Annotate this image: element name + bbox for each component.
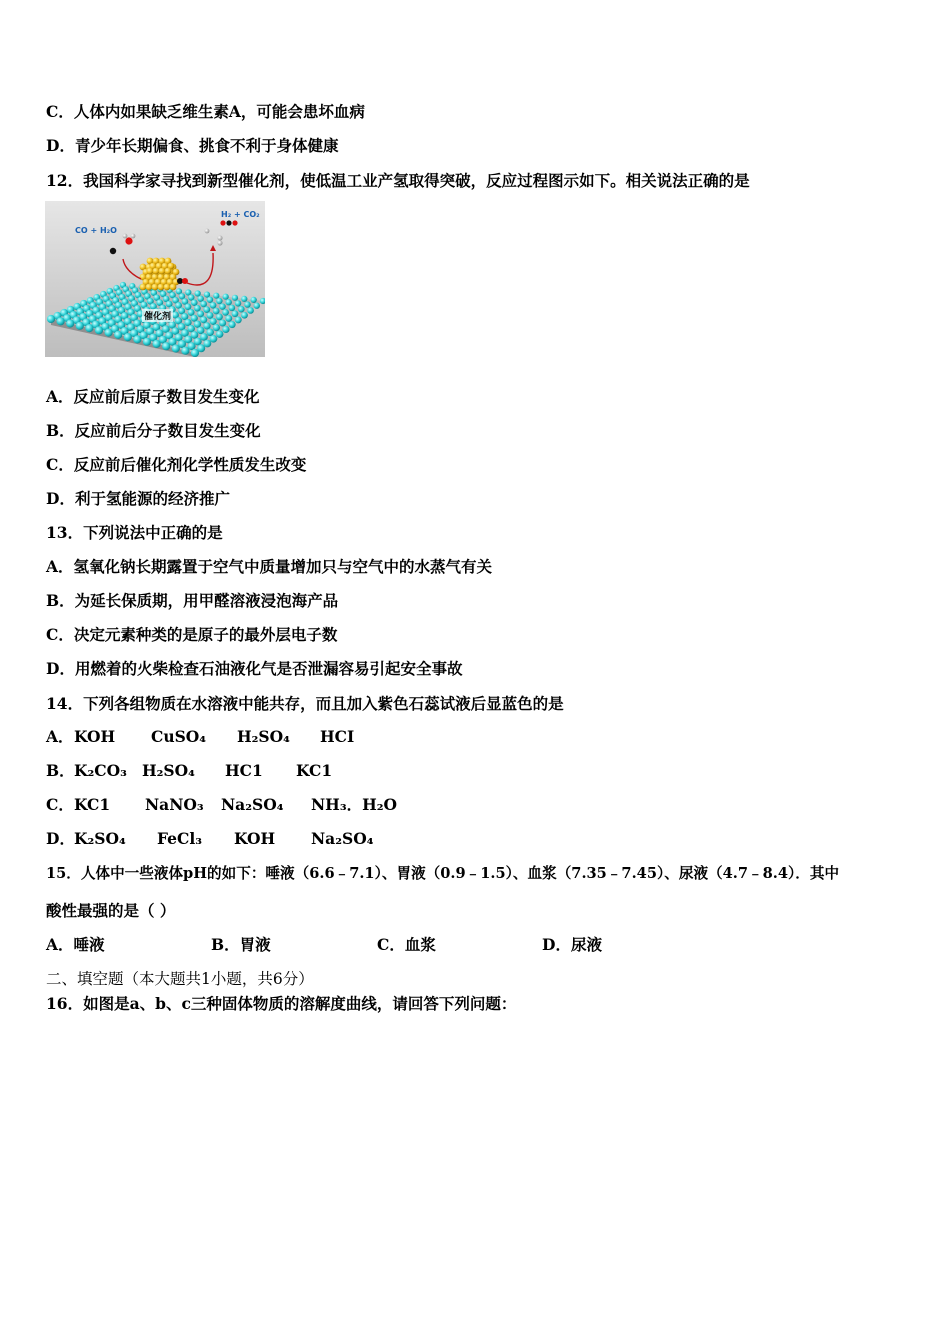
lattice-atom (203, 322, 210, 329)
catalyst-surface-illustration (45, 201, 265, 357)
q12-option-a: A．反应前后原子数目发生变化 (46, 387, 260, 406)
product-label: H₂ + CO₂ (221, 210, 260, 219)
lattice-atom (197, 327, 204, 334)
lattice-atom (200, 316, 207, 323)
lattice-atom (254, 303, 260, 309)
q12-stem: 12．我国科学家寻找到新型催化剂，使低温工业产氢取得突破，反应过程图示如下。相关说法正确的是 (46, 171, 750, 190)
q15-option-a: A．唾液 (46, 935, 105, 954)
q13-stem: 13．下列说法中正确的是 (46, 523, 223, 542)
q15-option-b: B．胃液 (211, 935, 271, 954)
substance: Na₂SO₄ (221, 795, 284, 814)
lattice-atom (238, 306, 245, 313)
substance: K₂SO₄ (74, 829, 126, 848)
lattice-atom (223, 294, 229, 300)
lattice-atom (203, 340, 211, 348)
substance: FeCl₃ (157, 829, 203, 848)
q15-option-c: C．血浆 (377, 935, 436, 954)
catalyst-cluster-atom (159, 268, 166, 275)
catalyst-cluster-atom (147, 268, 154, 275)
lattice-atom (191, 331, 199, 339)
option-letter: D． (46, 829, 75, 848)
substance: NaNO₃ (145, 795, 204, 814)
lattice-atom (229, 305, 236, 312)
lattice-atom (241, 312, 248, 319)
catalyst-reaction-figure (45, 201, 265, 357)
lattice-atom (210, 335, 218, 343)
lattice-atom (124, 333, 132, 341)
catalyst-cluster-atom (152, 284, 159, 291)
lattice-atom (244, 301, 250, 307)
substance: H₂SO₄ (142, 761, 195, 780)
q15-options (46, 935, 666, 955)
lattice-atom (206, 329, 213, 336)
lattice-atom (210, 302, 217, 309)
lattice-atom (105, 329, 113, 337)
lattice-atom (232, 310, 239, 317)
option-letter: B． (46, 761, 75, 780)
catalyst-cluster-atom (153, 268, 160, 275)
q16-stem: 16．如图是a、b、c三种固体物质的溶解度曲线，请回答下列问题： (46, 994, 517, 1013)
lattice-atom (76, 322, 84, 330)
lattice-atom (216, 298, 222, 304)
section-title: 二、填空题（本大题共1小题，共6分） (46, 970, 314, 988)
lattice-atom (241, 296, 247, 302)
substance: KC1 (296, 761, 333, 780)
lattice-atom (213, 293, 219, 299)
lattice-atom (222, 309, 229, 316)
lattice-atom (207, 312, 214, 319)
lattice-atom (222, 326, 229, 333)
lattice-atom (235, 316, 242, 323)
lattice-atom (229, 321, 236, 328)
q14-stem: 14．下列各组物质在水溶液中能共存，而且加入紫色石蕊试液后显蓝色的是 (46, 694, 564, 713)
q15-option-d: D．尿液 (542, 935, 602, 954)
q11-option-d: D．青少年长期偏食、挑食不利于身体健康 (46, 136, 339, 155)
lattice-atom (200, 301, 207, 308)
substance: HCI (320, 727, 355, 746)
lattice-atom (216, 313, 223, 320)
substance: NH₃．H₂O (311, 795, 398, 814)
lattice-atom (172, 344, 180, 352)
catalyst-cluster-atom (146, 284, 153, 291)
lattice-atom (219, 319, 226, 326)
catalyst-cluster-atom (164, 284, 171, 291)
q14-option-a (46, 727, 546, 747)
q13-option-b: B．为延长保质期，用甲醛溶液浸泡海产品 (46, 591, 339, 610)
lattice-atom (235, 300, 241, 306)
reactant-label: CO + H₂O (75, 226, 117, 235)
lattice-atom (85, 324, 93, 332)
lattice-atom (66, 319, 74, 327)
lattice-atom (247, 307, 254, 314)
substance: KOH (234, 829, 276, 848)
substance: KC1 (74, 795, 111, 814)
catalyst-cluster-atom (140, 284, 147, 291)
substance: H₂SO₄ (237, 727, 290, 746)
q15-stem-line1: 15．人体中一些液体pH的如下：唾液（6.6﹣7.1）、胃液（0.9﹣1.5）、血浆（7.35﹣7.45）、尿液（4.7﹣8.4）．其中 (46, 865, 840, 882)
lattice-atom (133, 335, 141, 343)
q12-option-b: B．反应前后分子数目发生变化 (46, 421, 261, 440)
catalyst-label: 催化剂 (142, 309, 173, 322)
lattice-atom (219, 303, 226, 310)
lattice-atom (200, 333, 208, 341)
lattice-atom (260, 298, 265, 304)
lattice-atom (213, 308, 220, 315)
lattice-atom (225, 315, 232, 322)
lattice-atom (153, 340, 161, 348)
q13-option-a: A．氢氧化钠长期露置于空气中质量增加只与空气中的水蒸气有关 (46, 557, 493, 576)
catalyst-cluster-atom (165, 268, 172, 275)
q11-option-c: C．人体内如果缺乏维生素A，可能会患坏血病 (46, 102, 365, 121)
q13-option-c: C．决定元素种类的是原子的最外层电子数 (46, 625, 338, 644)
lattice-atom (251, 297, 257, 303)
q14-option-d (46, 829, 546, 849)
q14-option-c (46, 795, 546, 815)
q12-option-d: D．利于氢能源的经济推广 (46, 489, 230, 508)
q15-stem-line2: 酸性最强的是（ ） (46, 901, 176, 920)
substance: CuSO₄ (151, 727, 207, 746)
lattice-atom (143, 338, 151, 346)
lattice-atom (207, 297, 213, 303)
lattice-atom (114, 331, 122, 339)
lattice-atom (181, 347, 189, 355)
substance: HC1 (225, 761, 263, 780)
substance: Na₂SO₄ (311, 829, 374, 848)
lattice-atom (47, 315, 55, 323)
lattice-atom (95, 326, 103, 334)
lattice-atom (203, 306, 210, 313)
lattice-atom (191, 349, 199, 357)
catalyst-cluster-atom (158, 284, 165, 291)
substance: K₂CO₃ (74, 761, 127, 780)
option-letter: A． (46, 727, 74, 746)
lattice-atom (216, 330, 223, 337)
lattice-atom (232, 295, 238, 301)
lattice-atom (226, 299, 232, 305)
q12-option-c: C．反应前后催化剂化学性质发生改变 (46, 455, 307, 474)
lattice-atom (213, 324, 220, 331)
lattice-atom (210, 318, 217, 325)
option-letter: C． (46, 795, 74, 814)
q13-option-d: D．用燃着的火柴检查石油液化气是否泄漏容易引起安全事故 (46, 659, 463, 678)
lattice-atom (57, 317, 65, 325)
lattice-atom (162, 342, 170, 350)
catalyst-cluster-atom (170, 284, 177, 291)
substance: KOH (74, 727, 116, 746)
q14-option-b (46, 761, 546, 781)
